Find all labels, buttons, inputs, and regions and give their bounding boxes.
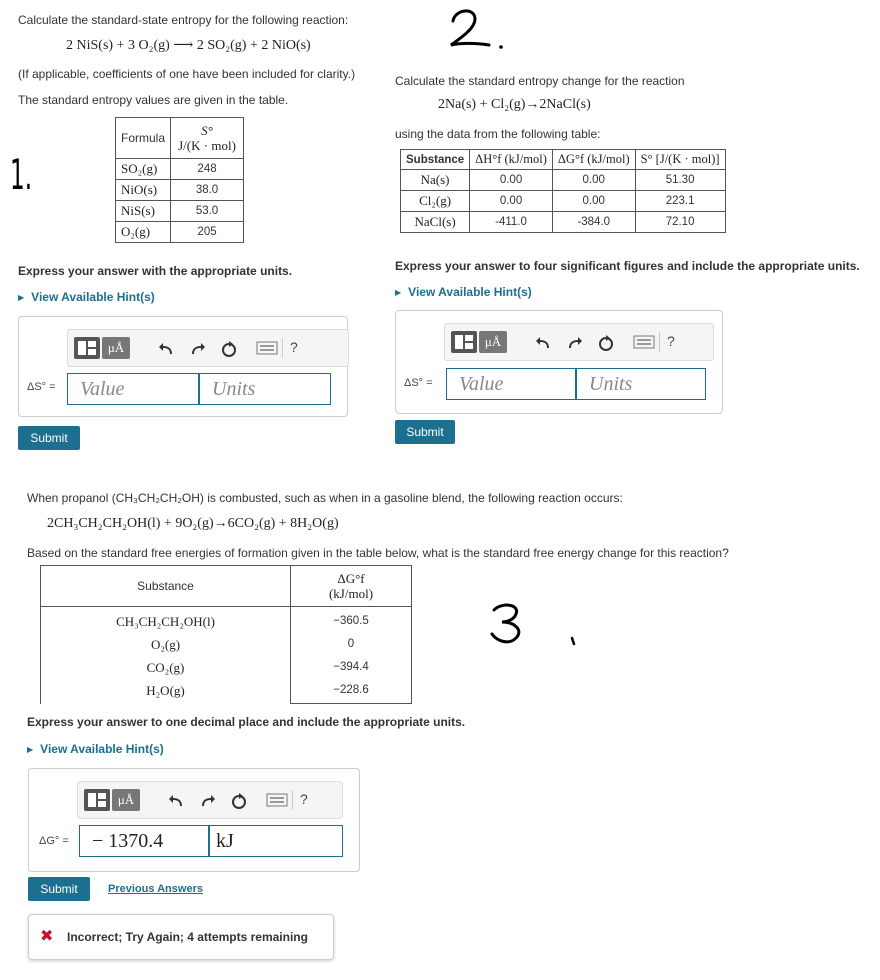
p2-row-dh: 0.00 <box>470 170 553 191</box>
p2-header: Substance <box>401 150 470 170</box>
template-icon[interactable] <box>74 337 100 359</box>
p2-row-dg: 0.00 <box>552 170 635 191</box>
toolbar-divider <box>292 790 293 810</box>
p3-col-dg-units: (kJ/mol) <box>328 586 374 601</box>
p1-row-value: 248 <box>171 159 244 180</box>
p3-feedback-text: Incorrect; Try Again; 4 attempts remaining <box>67 930 308 944</box>
toolbar-divider <box>282 338 283 358</box>
p2-row-substance: Na(s) <box>401 170 470 191</box>
p1-units-input[interactable]: Units <box>199 373 331 405</box>
p1-equation: 2 NiS(s) + 3 O₂(g) ⟶ 2 SO₂(g) + 2 NiO(s) <box>66 38 311 53</box>
p1-hint-link[interactable]: ▶ View Available Hint(s) <box>18 290 155 304</box>
p3-row-value: −228.6 <box>333 684 369 696</box>
p1-table-intro: The standard entropy values are given in the table. <box>18 93 289 107</box>
p3-prompt: When propanol (CH₃CH₂CH₂OH) is combusted, such as when in a gasoline blend, the following reaction occurs: <box>27 491 623 505</box>
p2-units-input[interactable]: Units <box>576 368 706 400</box>
keyboard-icon[interactable] <box>266 793 288 807</box>
p1-value-input[interactable]: Value <box>67 373 199 405</box>
redo-icon[interactable] <box>565 334 583 352</box>
units-mu-icon[interactable]: μÅ <box>112 789 140 811</box>
p3-toolbar <box>77 781 343 819</box>
p3-express: Express your answer to one decimal place and include the appropriate units. <box>27 715 466 729</box>
reset-icon[interactable] <box>220 340 238 358</box>
help-icon[interactable]: ? <box>300 791 308 807</box>
undo-icon[interactable] <box>158 340 176 358</box>
p1-prompt: Calculate the standard-state entropy for the following reaction: <box>18 13 349 27</box>
p2-toolbar <box>444 323 714 361</box>
p3-table-intro: Based on the standard free energies of formation given in the table below, what is the standard free energy change for this reaction? <box>27 546 729 560</box>
p2-row-s: 72.10 <box>635 212 725 233</box>
p1-row-value: 205 <box>171 222 244 243</box>
p3-units-input[interactable]: kJ <box>209 825 343 857</box>
p2-answer-box <box>395 310 723 414</box>
p2-hint-link[interactable]: ▶ View Available Hint(s) <box>395 285 532 299</box>
p3-col-substance: Substance <box>41 566 291 607</box>
p1-row-formula: SO₂(g) <box>116 159 171 180</box>
p3-answer-label: ΔG° = <box>39 835 69 847</box>
units-mu-icon[interactable]: μÅ <box>102 337 130 359</box>
p1-col-formula: Formula <box>116 118 171 159</box>
p2-table-intro: using the data from the following table: <box>395 127 601 141</box>
p2-header: ΔG°f (kJ/mol) <box>552 150 635 170</box>
help-icon[interactable]: ? <box>667 333 675 349</box>
p2-header: ΔH°f (kJ/mol) <box>470 150 553 170</box>
toolbar-divider <box>659 332 660 352</box>
p2-handwritten-number <box>445 5 515 60</box>
undo-icon[interactable] <box>535 334 553 352</box>
p3-hint-link[interactable]: ▶ View Available Hint(s) <box>27 742 164 756</box>
p2-row-s: 51.30 <box>635 170 725 191</box>
template-icon[interactable] <box>451 331 477 353</box>
p1-note: (If applicable, coefficients of one have been included for clarity.) <box>18 67 356 81</box>
p2-header: S° [J/(K · mol)] <box>635 150 725 170</box>
p3-feedback-box <box>28 914 334 960</box>
p2-thermo-table <box>400 149 726 233</box>
p1-col-s-units: J/(K · mol) <box>178 138 236 153</box>
p3-equation: 2CH₃CH₂CH₂OH(l) + 9O₂(g)→6CO₂(g) + 8H₂O(g) <box>47 516 339 531</box>
p2-submit-button[interactable]: Submit <box>395 420 455 444</box>
units-mu-icon[interactable]: μÅ <box>479 331 507 353</box>
reset-icon[interactable] <box>597 334 615 352</box>
error-x-icon: ✖ <box>40 928 54 945</box>
keyboard-icon[interactable] <box>633 335 655 349</box>
p2-row-dh: 0.00 <box>470 191 553 212</box>
p2-row-s: 223.1 <box>635 191 725 212</box>
p3-row-value: 0 <box>347 638 355 650</box>
p3-row-value: −360.5 <box>333 615 369 627</box>
p3-handwritten-number <box>488 600 608 653</box>
p3-previous-answers-link[interactable]: Previous Answers <box>108 883 203 895</box>
p1-row-formula: O₂(g) <box>116 222 171 243</box>
undo-icon[interactable] <box>168 792 186 810</box>
p1-submit-button[interactable]: Submit <box>18 426 80 450</box>
p2-row-dg: 0.00 <box>552 191 635 212</box>
p1-answer-label: ΔS° = <box>27 381 56 393</box>
p3-row-substance: CO₂(g) <box>146 660 185 676</box>
redo-icon[interactable] <box>198 792 216 810</box>
p3-row-substance: O₂(g) <box>150 637 181 653</box>
p3-row-value: −394.4 <box>333 661 369 673</box>
p2-answer-label: ΔS° = <box>404 377 433 389</box>
p2-value-input[interactable]: Value <box>446 368 576 400</box>
p3-submit-button[interactable]: Submit <box>28 877 90 901</box>
p2-express: Express your answer to four significant figures and include the appropriate units. <box>395 259 860 273</box>
p1-row-value: 53.0 <box>171 201 244 222</box>
p2-row-substance: NaCl(s) <box>401 212 470 233</box>
redo-icon[interactable] <box>188 340 206 358</box>
p2-row-dh: -411.0 <box>470 212 553 233</box>
p3-row-substance: H₂O(g) <box>146 683 185 699</box>
p3-answer-box <box>28 768 360 872</box>
p3-free-energy-table <box>40 565 412 704</box>
p2-prompt: Calculate the standard entropy change for the reaction <box>395 74 685 88</box>
template-icon[interactable] <box>84 789 110 811</box>
keyboard-icon[interactable] <box>256 341 278 355</box>
p3-value-input[interactable]: − 1370.4 <box>79 825 209 857</box>
p1-row-formula: NiO(s) <box>116 180 171 201</box>
help-icon[interactable]: ? <box>290 339 298 355</box>
p1-handwritten-number: 1. <box>10 150 33 199</box>
p3-col-dg-symbol: ΔG°f <box>337 571 365 586</box>
p1-toolbar <box>67 329 349 367</box>
p2-row-dg: -384.0 <box>552 212 635 233</box>
p1-entropy-table <box>115 117 244 243</box>
p1-answer-box <box>18 316 348 417</box>
reset-icon[interactable] <box>230 792 248 810</box>
p2-equation: 2Na(s) + Cl₂(g)→2NaCl(s) <box>438 97 591 112</box>
p1-col-s-symbol: S° <box>201 123 213 138</box>
p1-express: Express your answer with the appropriate units. <box>18 264 293 278</box>
p1-row-formula: NiS(s) <box>116 201 171 222</box>
p2-row-substance: Cl₂(g) <box>401 191 470 212</box>
p1-row-value: 38.0 <box>171 180 244 201</box>
p3-row-substance: CH₃CH₂CH₂OH(l) <box>116 614 215 630</box>
